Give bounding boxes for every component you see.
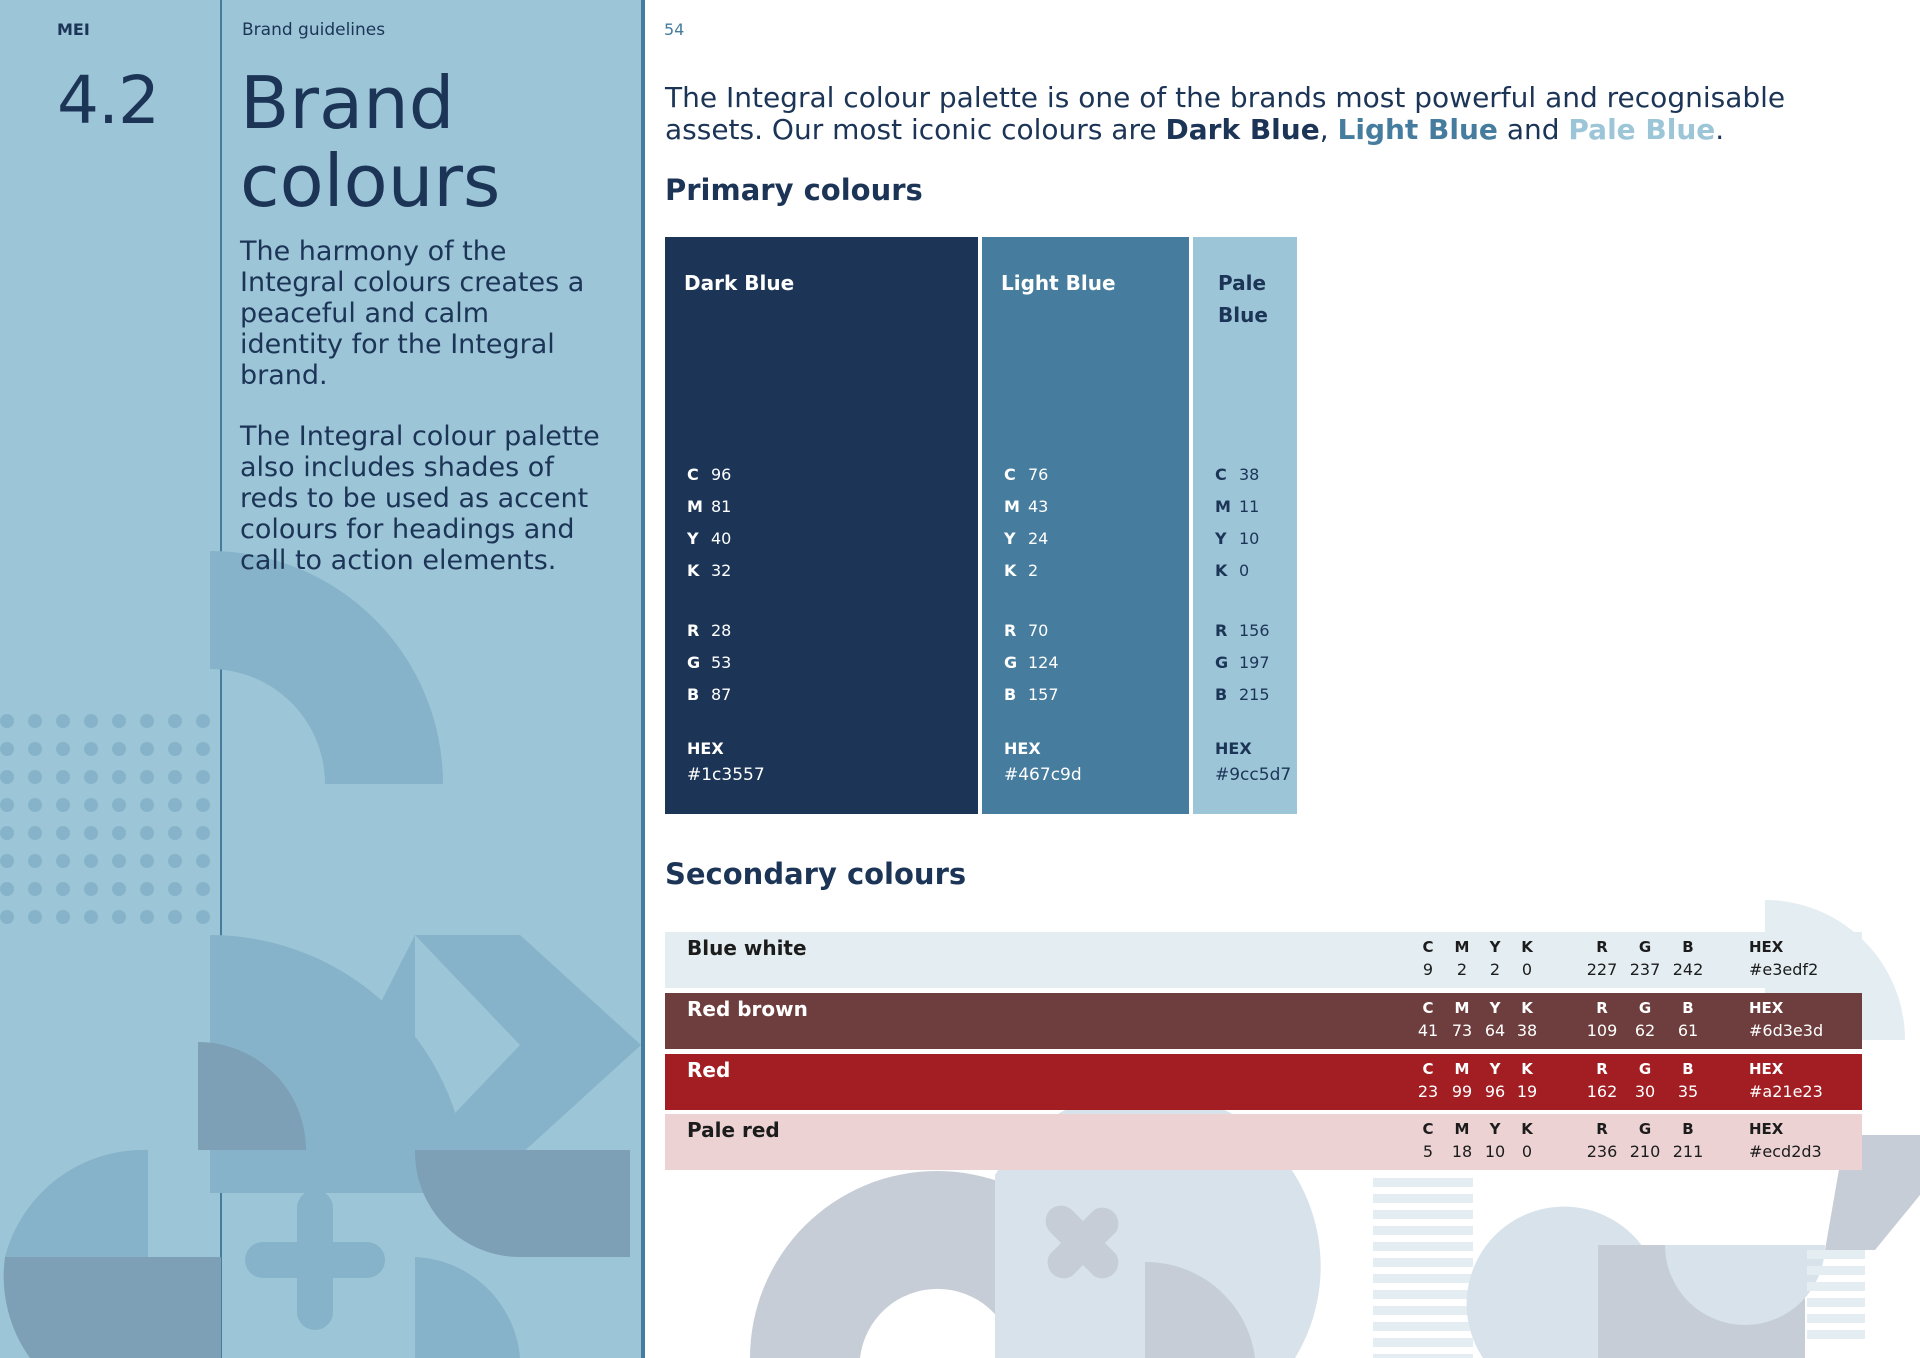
value-g: 53 [711,653,732,672]
secondary-colours-heading: Secondary colours [665,857,967,891]
dot [0,714,14,728]
lead-light-blue: Light Blue [1337,113,1498,146]
value-label: Y [1004,529,1016,548]
dot [112,770,126,784]
stripe [1807,1282,1865,1291]
value-m: 2 [1456,960,1468,979]
stripe [1807,1298,1865,1307]
value-label: B [1004,685,1017,704]
value-m: 43 [1028,497,1049,516]
swatch-name: Light Blue [1001,271,1116,295]
value-row-r [1004,615,1059,647]
value-m: 81 [711,497,732,516]
lead-separator-2: and [1497,113,1569,146]
dot [28,910,42,924]
dot [140,770,154,784]
value-k: 2 [1028,561,1039,580]
stripe [1373,1226,1473,1235]
value-label: K [1521,1060,1533,1078]
value-label: G [1004,653,1018,672]
stripe [1373,1322,1473,1331]
value-y: 24 [1028,529,1049,548]
value-col-g [1625,999,1665,1040]
value-y: 40 [711,529,732,548]
value-label: M [687,497,703,516]
dot [168,798,182,812]
value-b: 157 [1028,685,1059,704]
stripe [1373,1306,1473,1315]
dot [140,826,154,840]
stripe [1807,1266,1865,1275]
value-row-b [687,679,731,711]
hex-value: #e3edf2 [1749,960,1819,979]
value-label: M [1004,497,1020,516]
lead-separator-1: , [1319,113,1338,146]
hex-value: #ecd2d3 [1749,1142,1822,1161]
value-label: B [1682,938,1694,956]
value-col-k [1507,1120,1547,1161]
intro-paragraph-2: The Integral colour palette also includes shades of reds to be used as accent colours for headings and call to action elements. [240,421,600,576]
quarter-circle-small-shape [415,1257,520,1358]
primary-colours-heading: Primary colours [665,173,923,207]
dot [140,742,154,756]
intro-paragraph-1: The harmony of the Integral colours creates a peaceful and calm identity for the Integral brand. [240,236,585,391]
dot [28,882,42,896]
value-b: 242 [1672,960,1704,979]
value-label: B [1682,999,1694,1017]
hex-col [1749,938,1818,979]
page-title: Brand colours [240,61,501,223]
dot [196,826,210,840]
document-label: Brand guidelines [242,20,386,40]
value-label: C [1004,465,1016,484]
value-c: 38 [1239,465,1260,484]
value-k: 0 [1521,960,1533,979]
stripe [1373,1242,1473,1251]
value-label: K [1521,999,1533,1017]
value-col-g [1625,1060,1665,1101]
stripe [1373,1274,1473,1283]
value-label: K [1004,561,1017,580]
value-row-y [1004,523,1059,555]
secondary-row-red-brown [665,993,1862,1049]
value-row-m [687,491,731,523]
value-label: B [1682,1060,1694,1078]
value-k: 0 [1521,1142,1533,1161]
value-label: G [687,653,701,672]
colour-name: Blue white [687,936,807,960]
dot [84,714,98,728]
dot [56,882,70,896]
value-b: 87 [711,685,732,704]
swatch-values [1004,459,1059,711]
value-label: M [1454,1120,1470,1138]
dot [0,798,14,812]
dot [168,770,182,784]
value-label: G [1638,1120,1652,1138]
value-r: 109 [1586,1021,1618,1040]
stripe [1373,1290,1473,1299]
dot-grid-pattern [0,714,210,924]
dot [112,882,126,896]
hex-col [1749,1060,1823,1101]
value-label: K [1521,938,1533,956]
dot [28,714,42,728]
value-row-k [1215,555,1270,587]
value-row-c [1215,459,1270,491]
stripe [1373,1338,1473,1347]
value-r: 162 [1586,1082,1618,1101]
hex-label: HEX [1749,1120,1784,1138]
dot [168,854,182,868]
value-m: 11 [1239,497,1260,516]
dot [84,910,98,924]
value-g: 30 [1634,1082,1656,1101]
dot [140,910,154,924]
dot [140,714,154,728]
value-c: 5 [1422,1142,1434,1161]
swatch-light-blue [982,237,1189,814]
value-row-g [687,647,731,679]
dot [196,742,210,756]
dot [112,826,126,840]
value-label: Y [1215,529,1227,548]
lead-text: The Integral colour palette is one of the brands most powerful and recognisable assets. Our most iconic colours are [665,81,1786,146]
swatch-pale-blue [1193,237,1297,814]
value-label: Y [1489,1060,1501,1078]
value-label: Y [1489,938,1501,956]
chevron-arrow-shape [415,935,641,1155]
left-panel [0,0,641,1358]
value-label: B [1682,1120,1694,1138]
dot [28,826,42,840]
value-y: 2 [1489,960,1501,979]
dot [196,910,210,924]
dot [112,798,126,812]
value-b: 35 [1677,1082,1699,1101]
stripe-pattern [1373,1178,1473,1358]
plus-icon [245,1190,385,1330]
dot [28,742,42,756]
dot [196,770,210,784]
value-r: 70 [1028,621,1049,640]
value-k: 0 [1239,561,1250,580]
dot [168,910,182,924]
value-row-b [1215,679,1270,711]
lead-end: . [1715,113,1725,146]
value-y: 10 [1484,1142,1506,1161]
hex-label: HEX [687,739,724,758]
dot [56,770,70,784]
colour-name: Red brown [687,997,808,1021]
hex-value: #467c9d [1004,765,1082,785]
value-b: 61 [1677,1021,1699,1040]
value-r: 236 [1586,1142,1618,1161]
stripe [1807,1330,1865,1339]
value-label: K [1215,561,1228,580]
dot [112,854,126,868]
value-label: R [1596,999,1608,1017]
value-label: C [1215,465,1227,484]
stripe [1807,1250,1865,1259]
value-row-y [1215,523,1270,555]
hex-label: HEX [1004,739,1041,758]
dot [168,882,182,896]
value-label: R [687,621,700,640]
value-label: G [1638,999,1652,1017]
value-col-r [1582,1120,1622,1161]
value-m: 73 [1451,1021,1473,1040]
value-col-r [1582,999,1622,1040]
value-row-b [1004,679,1059,711]
value-col-r [1582,938,1622,979]
value-label: C [687,465,699,484]
value-label: M [1454,1060,1470,1078]
stripe [1373,1210,1473,1219]
hex-col [1749,1120,1822,1161]
swatch-values [1215,459,1270,711]
dot [0,910,14,924]
dot [168,742,182,756]
section-label: MEI [57,20,90,39]
dot [84,826,98,840]
value-label: G [1215,653,1229,672]
colour-name: Pale red [687,1118,780,1142]
value-col-k [1507,938,1547,979]
value-c: 23 [1417,1082,1439,1101]
value-y: 64 [1484,1021,1506,1040]
dot [196,854,210,868]
value-label: B [687,685,700,704]
hex-label: HEX [1749,999,1784,1017]
secondary-row-blue-white [665,932,1862,988]
half-circle-shape-a [5,1150,148,1257]
dot [56,910,70,924]
value-label: G [1638,1060,1652,1078]
value-y: 10 [1239,529,1260,548]
value-row-r [1215,615,1270,647]
colour-name: Red [687,1058,731,1082]
dot [56,798,70,812]
intro-text [240,236,600,606]
dot [84,742,98,756]
dot [0,882,14,896]
dot [196,882,210,896]
stripe [1807,1314,1865,1323]
value-c: 76 [1028,465,1049,484]
value-row-g [1215,647,1270,679]
dot [168,714,182,728]
dot [56,826,70,840]
dot [84,770,98,784]
dot [28,770,42,784]
secondary-row-red [665,1054,1862,1110]
value-g: 237 [1629,960,1661,979]
hex-label: HEX [1749,938,1784,956]
value-k: 32 [711,561,732,580]
value-row-g [1004,647,1059,679]
stripe [1373,1178,1473,1187]
dot [0,742,14,756]
dot [28,798,42,812]
value-label: Y [687,529,699,548]
value-g: 197 [1239,653,1270,672]
swatch-name: Pale Blue [1218,271,1268,327]
value-g: 62 [1634,1021,1656,1040]
value-g: 124 [1028,653,1059,672]
value-label: M [1215,497,1231,516]
value-label: K [1521,1120,1533,1138]
value-k: 38 [1516,1021,1538,1040]
value-col-b [1668,999,1708,1040]
value-label: K [687,561,700,580]
value-col-b [1668,1060,1708,1101]
value-label: B [1215,685,1228,704]
value-label: C [1422,1060,1434,1078]
value-label: C [1422,938,1434,956]
value-r: 156 [1239,621,1270,640]
value-g: 210 [1629,1142,1661,1161]
value-row-k [687,555,731,587]
section-number: 4.2 [57,62,159,139]
value-c: 9 [1422,960,1434,979]
dot [112,714,126,728]
dot [196,714,210,728]
value-m: 99 [1451,1082,1473,1101]
value-label: Y [1489,1120,1501,1138]
value-row-c [687,459,731,491]
value-k: 19 [1516,1082,1538,1101]
value-col-r [1582,1060,1622,1101]
value-c: 41 [1417,1021,1439,1040]
value-label: R [1215,621,1228,640]
lead-pale-blue: Pale Blue [1568,113,1716,146]
value-label: C [1422,999,1434,1017]
value-b: 215 [1239,685,1270,704]
dot [0,770,14,784]
value-col-k [1507,999,1547,1040]
dot [140,882,154,896]
value-row-r [687,615,731,647]
dot [112,910,126,924]
value-label: Y [1489,999,1501,1017]
value-col-k [1507,1060,1547,1101]
value-label: M [1454,999,1470,1017]
value-col-g [1625,938,1665,979]
dot [84,798,98,812]
half-circle-shape-b [4,1257,221,1358]
value-label: R [1596,938,1608,956]
dot [140,798,154,812]
hex-value: #a21e23 [1749,1082,1823,1101]
hex-value: #9cc5d7 [1215,765,1292,785]
secondary-row-pale-red [665,1114,1862,1170]
value-col-g [1625,1120,1665,1161]
value-col-b [1668,1120,1708,1161]
value-label: C [1422,1120,1434,1138]
dot [56,854,70,868]
hex-col [1749,999,1823,1040]
dot [0,854,14,868]
hex-label: HEX [1749,1060,1784,1078]
value-col-b [1668,938,1708,979]
stripe [1373,1354,1473,1358]
value-b: 211 [1672,1142,1704,1161]
value-r: 28 [711,621,732,640]
value-row-m [1215,491,1270,523]
page-number: 54 [664,20,685,39]
dot [112,742,126,756]
value-row-m [1004,491,1059,523]
dot [168,826,182,840]
dot [0,826,14,840]
value-label: G [1638,938,1652,956]
hex-value: #6d3e3d [1749,1021,1824,1040]
value-label: M [1454,938,1470,956]
value-y: 96 [1484,1082,1506,1101]
swatch-dark-blue [665,237,978,814]
dot [28,854,42,868]
stripe [1373,1258,1473,1267]
rounded-rect-shape [415,1150,630,1257]
lead-paragraph [665,82,1865,146]
hex-label: HEX [1215,739,1252,758]
value-label: R [1596,1060,1608,1078]
value-c: 96 [711,465,732,484]
stripe [1373,1194,1473,1203]
value-row-y [687,523,731,555]
value-r: 227 [1586,960,1618,979]
value-row-c [1004,459,1059,491]
value-label: R [1596,1120,1608,1138]
value-row-k [1004,555,1059,587]
swatch-name: Dark Blue [684,271,795,295]
swatch-values [687,459,731,711]
dot [84,854,98,868]
dot [84,882,98,896]
dot [56,742,70,756]
hex-value: #1c3557 [687,765,765,785]
dot [56,714,70,728]
dot [196,798,210,812]
value-m: 18 [1451,1142,1473,1161]
dot [140,854,154,868]
value-label: R [1004,621,1017,640]
lead-dark-blue: Dark Blue [1165,113,1320,146]
